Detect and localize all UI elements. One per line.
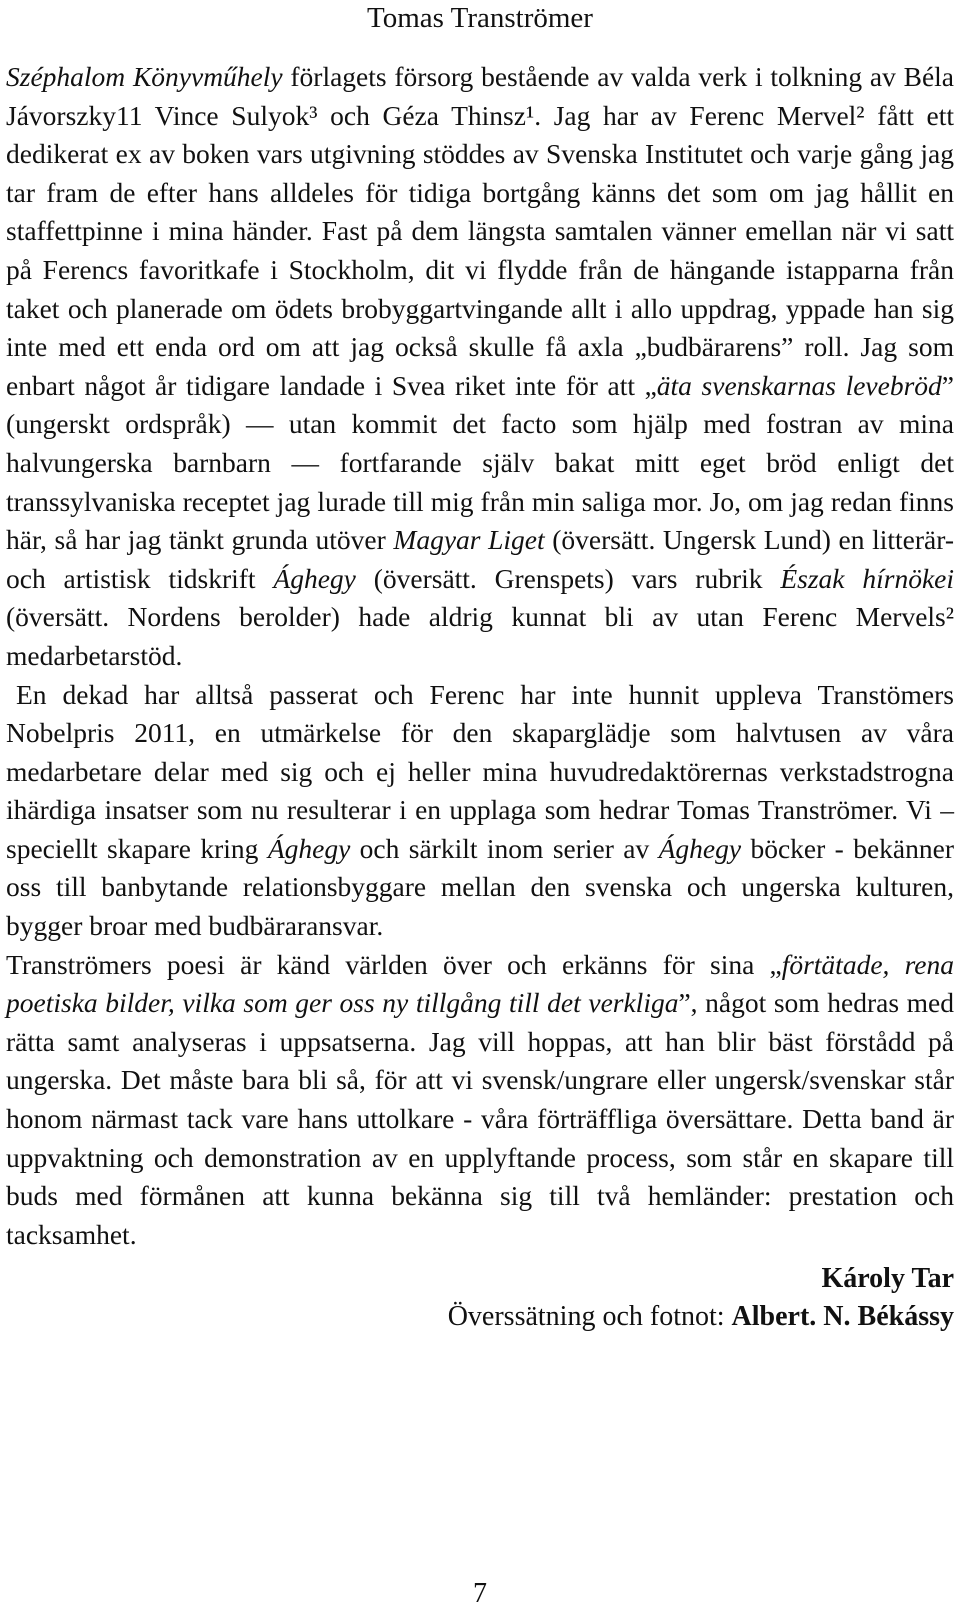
text-span: förtätade, rena poetiska bilder, vilka som ger oss ny tillgång till det verkliga	[6, 948, 955, 1019]
text-span: äta svenskarnas levebröd	[656, 369, 942, 401]
author-name: Károly Tar	[821, 1263, 954, 1295]
text-span: Ághegy	[267, 832, 351, 864]
credit-label: Överssätning och fotnot:	[447, 1301, 732, 1333]
text-span: Észak hírnökei	[780, 562, 954, 594]
document-page	[6, 0, 954, 1622]
text-span: Ághegy	[658, 832, 742, 864]
text-span: Magyar Liget	[393, 524, 545, 556]
text-span: Széphalom Könyvműhely	[6, 61, 283, 92]
text-span: Ághegy	[273, 562, 356, 594]
running-head: Tomas Tranströmer	[367, 2, 593, 34]
text-span: En dekad har alltså passerat och Ferenc har inte hunnit uppleva Transtömers Nobelpris 2011, en utmärkelse för den skaparglädje som halvtusen av våra medarbetare delar med sig och ej heller mina huvudredaktörernas verkstadstrogna ihärdiga insatser som nu resulterar i en upplaga som hedrar Tomas Tranströmer. Vi – speciellt skapare kring	[6, 678, 954, 864]
translation-credit	[6, 1298, 954, 1336]
text-span: ” (ungerskt ordspråk) — utan kommit det facto som hjälp med fostran av mina halvungerska barnbarn — fortfarande själv bakat mitt eget bröd enligt det transsylvaniska receptet jag lurade till mig från min saliga mor. Jo, om jag redan finns här, så har jag tänkt grunda utöver	[6, 369, 954, 556]
text-span: (översätt. Nordens berolder) hade aldrig kunnat bli av utan Ferenc Mervels² medarbetarstöd.	[6, 601, 954, 671]
text-span: (översätt. Grenspets) vars rubrik	[355, 562, 781, 594]
body-text	[6, 58, 954, 1254]
paragraph-2	[6, 676, 954, 946]
page-number: 7	[473, 1578, 487, 1609]
text-span: och särkilt inom serier av	[350, 832, 659, 864]
text-span: Tranströmers poesi är känd världen över och erkänns för sina „	[6, 948, 782, 980]
paragraph-3	[6, 946, 954, 1255]
text-span: förlagets försorg bestående av valda verk i tolkning av Béla Jávorszky11 Vince Sulyok³ och Géza Thinsz¹. Jag har av Ferenc Mervel² fått ett dedikerat ex av boken vars utgivning stöddes av Svenska Institutet och varje gång jag tar fram de efter hans alldeles för tidiga bortgång känns det som om jag hållit en staffettpinne i mina händer. Fast på dem längsta samtalen vänner emellan när vi satt på Ferencs favoritkafe i Stockholm, dit vi flydde från de hängande istapparna från taket och planerade om ödets brobyggartvingande allt i allo uppdrag, yppade han sig inte med ett enda ord om att jag också skulle få axla „budbärarens” roll. Jag som enbart något år tidigare landade i Svea riket inte för att „	[6, 61, 954, 401]
translator-name: Albert. N. Békássy	[731, 1301, 954, 1333]
signature	[6, 1260, 954, 1298]
text-span: ”, något som hedras med rätta samt analyseras i uppsatserna. Jag vill hoppas, att han blir bäst förstådd på ungerska. Det måste bara bli så, för att vi svensk/ungrare eller ungersk/svenskar står honom närmast tack vare hans uttolkare - våra förträffliga översättare. Detta band är uppvaktning och demonstration av en upplyftande process, som står en skapare till buds med förmånen att kunna bekänna sig till två hemländer: prestation och tacksamhet.	[6, 987, 954, 1250]
paragraph-1	[6, 58, 954, 676]
text-span: böcker - bekänner oss till banbytande relationsbyggare mellan den svenska och ungerska kulturen, bygger broar med budbäraransvar.	[6, 832, 955, 942]
text-span: (översätt. Ungersk Lund) en litterär- och artistisk tidskrift	[6, 524, 955, 594]
